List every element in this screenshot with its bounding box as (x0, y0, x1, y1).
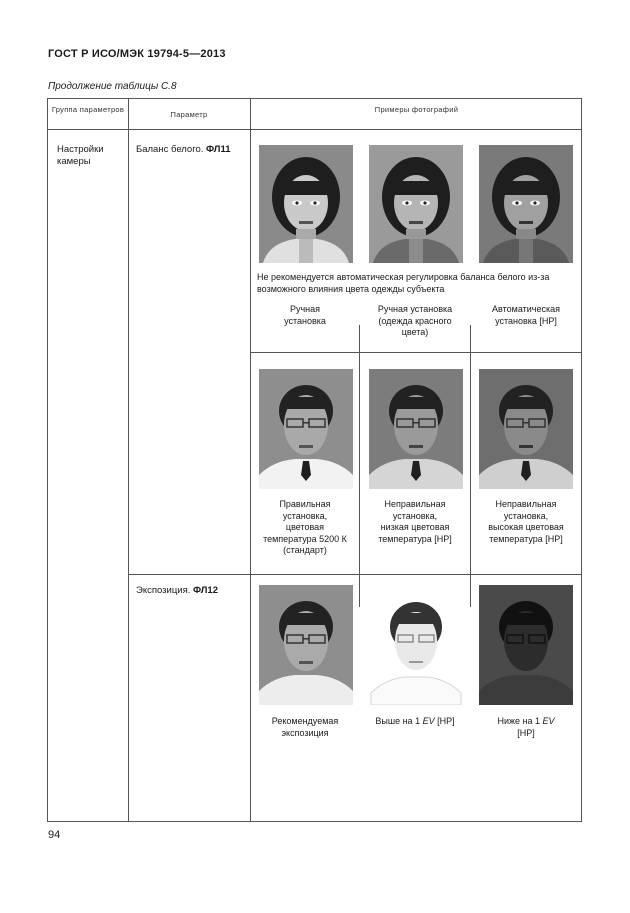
photo-man-portrait-icon (369, 585, 463, 705)
photo-woman-portrait-icon (369, 145, 463, 263)
param-exp-code: ФЛ12 (193, 585, 218, 596)
caption-line: низкая цветовая (380, 522, 450, 532)
caption-line: температура [НР] (378, 533, 452, 544)
man-portrait-exposure-over (369, 585, 463, 705)
woman-portrait-3 (479, 145, 573, 263)
param-exp-text: Экспозиция. (136, 585, 191, 596)
header-examples: Примеры фотографий (374, 105, 459, 114)
caption-line: (одежда красного (378, 315, 452, 326)
photo-woman-portrait-icon (479, 145, 573, 263)
photo-man-portrait-icon (369, 369, 463, 489)
caption-part: [НР] (434, 716, 455, 726)
table-caption: Продолжение таблицы С.8 (48, 81, 177, 92)
caption-line: установка (284, 315, 326, 326)
caption-line: Неправильная (384, 499, 446, 509)
caption-recommended-exposure (253, 716, 357, 739)
caption-ev: EV (422, 716, 435, 726)
param-exposure (136, 585, 248, 597)
caption-line: установка, (503, 510, 549, 521)
caption-ev: EV (542, 716, 555, 726)
photo-man-portrait-icon (479, 585, 573, 705)
caption-part: [НР] (517, 727, 535, 738)
caption-line: Рекомендуемая (271, 716, 339, 726)
caption-line: температура [НР] (489, 533, 563, 544)
caption-part: Ниже на 1 (497, 716, 543, 726)
white-balance-note: Не рекомендуется автоматическая регулировка баланса белого из-за возможного влияния цвета одежды субъекта (257, 272, 550, 294)
caption-line: установка [НР] (495, 315, 557, 326)
man-portrait-1 (259, 369, 353, 489)
caption-line: Автоматическая (492, 304, 560, 314)
caption-line: установка, (282, 510, 328, 521)
caption-low-temp (361, 499, 469, 545)
document-header: ГОСТ Р ИСО/МЭК 19794-5—2013 (48, 48, 226, 60)
photo-man-portrait-icon (259, 369, 353, 489)
caption-line: температура 5200 К (263, 533, 347, 544)
caption-line: Ручная (289, 304, 321, 314)
caption-correct-temp (253, 499, 357, 557)
caption-manual-red (361, 304, 469, 339)
woman-portrait-2 (369, 145, 463, 263)
caption-manual (253, 304, 357, 327)
caption-line: цвета) (401, 327, 429, 337)
man-portrait-exposure-under (479, 585, 573, 705)
caption-line: высокая цветовая (488, 522, 564, 532)
parameters-table (47, 98, 582, 822)
caption-line: экспозиция (281, 727, 329, 738)
man-portrait-3 (479, 369, 573, 489)
man-portrait-2 (369, 369, 463, 489)
caption-line: установка, (392, 510, 438, 521)
header-param: Параметр (170, 110, 208, 119)
param-wb-code: ФЛ11 (206, 144, 231, 155)
caption-underexposure (472, 716, 580, 739)
header-group: Группа параметров (51, 105, 125, 114)
caption-line: (стандарт) (283, 545, 327, 555)
caption-line: Неправильная (495, 499, 557, 509)
group-label: Настройки камеры (57, 144, 104, 167)
caption-high-temp (472, 499, 580, 545)
photo-woman-portrait-icon (259, 145, 353, 263)
caption-auto (472, 304, 580, 327)
caption-overexposure (361, 716, 469, 728)
caption-part: Выше на 1 (375, 716, 423, 726)
photo-man-portrait-icon (479, 369, 573, 489)
photo-man-portrait-icon (259, 585, 353, 705)
man-portrait-exposure-normal (259, 585, 353, 705)
page-number: 94 (48, 829, 61, 841)
caption-line: Правильная (279, 499, 331, 509)
caption-line: цветовая (285, 522, 325, 532)
caption-line: Ручная установка (377, 304, 453, 314)
woman-portrait-1 (259, 145, 353, 263)
param-wb-text: Баланс белого. (136, 144, 204, 155)
param-white-balance (136, 144, 248, 156)
